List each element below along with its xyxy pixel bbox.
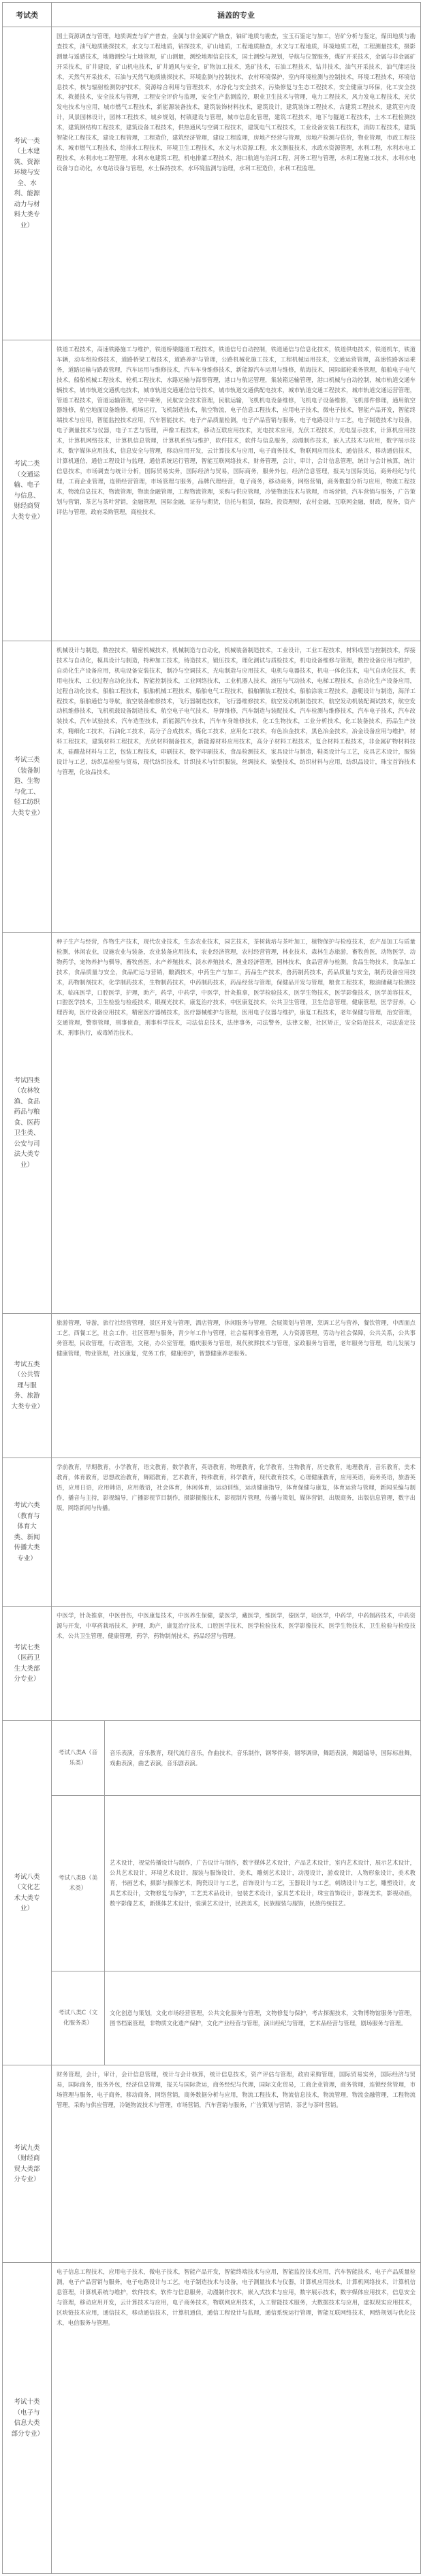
table-row	[3, 2263, 420, 2573]
majors-list: 国土资源调查与管理，地质调查与矿产普查，金属与非金属矿产勘查，铀矿地质与勘查，宝玉石鉴定与加工，岩矿分析与鉴定，煤田地质与勘查技术，油气地质勘探技术，水文与工程地质，钻探技术，矿山地质，工程地质勘查，水文与工程地质，环境地质工程，工程测量技术，摄影测量与遥感技术，地籍测绘与土地管理，矿山测量，测绘地理信息技术，国土测绘与规划，导航与位置服务，煤矿开采技术，金属与非金属矿开采技术，矿井建设，矿山机电技术，矿井通风与安全，矿物加工技术，选矿技术，石油工程技术，钻井技术，油气开采技术，油气储运技术，天然气开采技术，石油与天然气地质勘探技术，环境监测与控制技术，农村环境保护，室内环境检测与控制技术，环境工程技术，环境信息技术，核与辐射检测防护技术，资源综合利用与管理技术，水净化与安全技术，污染修复与生态工程技术，安全健康与环保，化工安全技术，救援技术，安全技术与管理，工程安全评价与监理，安全生产监测监控，职业卫生技术与管理，电力工程技术，风力发电工程技术，光伏发电技术与应用，城市燃气工程技术，新能源装备技术，建筑装饰材料技术，建筑设计，建筑装饰工程技术，古建筑工程技术，建筑室内设计，风景园林设计，园林工程技术，城乡规划，村镇建设与管理，城市信息化管理，建筑工程技术，地下与隧道工程技术，土木工程检测技术，建筑钢结构工程技术，建筑设备工程技术，供热通风与空调工程技术，建筑电气工程技术，工业设备安装工程技术，消防工程技术，建筑智能化工程技术，建设工程管理，工程造价，建筑经济管理，建设工程监理，房地产经营与管理，房地产检测与估价，物业管理，市政工程技术，城市燃气工程技术，给排水工程技术，环境卫生工程技术，水文与水资源工程，水文测报技术，水政水资源管理，水利工程，水利水电工程技术，水利水电工程管理，水利水电建筑工程，机电排灌工程技术，港口航道与治河工程，河务工程与管理，水利工程施工技术，水利水电设备与自动化，水电站设备与管理，水土保持技术，水环境监测与治理，水利工程造价，水利工程监理。	[57, 33, 416, 172]
majors-list: 文化创意与策划，文化市场经营管理，公共文化服务与管理，文物修复与保护，考古探掘技术，文物博物馆服务与管理，图书档案管理，非物质文化遗产保护，文化产业经营与管理，演出经纪与管理，艺术品经营与管理，剧场服务与管理。	[110, 2010, 416, 2027]
sub-category-label: 考试八类C（文化服务类）	[58, 2010, 98, 2027]
table-row	[3, 641, 420, 933]
category-label: 考试三类（装备制造、生物与化工、轻工纺织大类专业）	[11, 756, 44, 817]
table-row	[3, 2065, 420, 2263]
table-row	[3, 933, 420, 1314]
table-header	[3, 3, 420, 27]
majors-list: 学前教育，早期教育，小学教育，语文教育，数学教育，英语教育，物理教育，化学教育，生物教育，历史教育，地理教育，音乐教育，美术教育，体育教育，思想政治教育，舞蹈教育，艺术教育，特殊教育，科学教育，现代教育技术，心理健康教育，应用英语，商务英语，旅游英语，应用日语，应用韩语，应用俄语，社会体育，休闲体育，运动训练，运动健康指导，体育保健与康复，体育运营与管理，新闻采编与制作，播音与主持，影视编导，广播影视节目制作，摄影摄像技术，影视制片管理，传播与策划，媒体营销，出版商务，出版信息管理，数字出版，网络新闻与传播。	[57, 1464, 416, 1511]
category-label: 考试七类（医药卫生大类部分专业）	[14, 1643, 40, 1683]
majors-list: 中医学，针灸推拿，中医骨伤，中医康复技术，中医养生保健，蒙医学，藏医学，维医学，傣医学，哈医学，中药学，中药制药技术，中药资源与开发，中草药栽培技术，护理，助产，康复治疗技术，口腔医学技术，医学检验技术，医学影像技术，医学生物技术，卫生检验与检疫技术，公共卫生管理，健康管理，药学，药物制剂技术，药品经营与管理。	[57, 1612, 416, 1639]
table-row	[3, 1721, 420, 2065]
sub-category-label: 考试八类B（美术类）	[58, 1874, 98, 1892]
header-category: 考试类	[3, 3, 52, 27]
category-label: 考试六类（教育与体育大类、新闻传播大类专业）	[14, 1502, 40, 1562]
sub-category-label: 考试八类A（音乐类）	[58, 1749, 98, 1767]
category-label: 考试八类（文化艺术大类专业）	[14, 1873, 40, 1912]
table-row	[3, 340, 420, 641]
table-row	[3, 1607, 420, 1721]
sub-row	[52, 1796, 420, 1971]
majors-table	[2, 2, 421, 2574]
majors-list: 机械设计与制造，数控技术，精密机械技术，机械制造与自动化，机械装备制造技术，工业设计，工业工程技术，材料成型与控制技术，焊接技术与自动化，模具设计与制造，特种加工技术，铸造技术，锻压技术，理化测试与质检技术，机电设备维修与管理，数控设备应用与维护，自动化生产设备应用，机电设备安装技术，制冷与空调技术，光电制造与应用技术，电机与电器技术，机电一体化技术，电气自动化技术，供用电技术，工业过程自动化技术，智能控制技术，工业网络技术，工业机器人技术，液压与气动技术，电梯工程技术，自动化生产设备应用，过程自动化技术，船舶工程技术，船舶机械工程技术，船舶电气工程技术，船舶舾装工程技术，船舶涂装工程技术，游艇设计与制造，海洋工程技术，船舶通信与导航，航空装备维修技术，飞行器制造技术，飞行器维修技术，航空发动机制造技术，航空发动机装配调试技术，航空发动机维修技术，飞机机载设备制造技术，航空电子电气技术，导弹维修，汽车制造与装配技术，汽车检测与维修技术，汽车电子技术，汽车改装技术，汽车试验技术，汽车造型技术，新能源汽车技术，汽车车身维修技术，化工生物技术，工业分析技术，化工装备技术，药品生产技术，精细化工技术，石油化工技术，高分子合成技术，煤化工技术，应用化工技术，有色冶金技术，黑色冶金技术，冶金设备应用与维护，材料工程技术，建筑材料工程技术，光伏材料制备技术，新能源材料应用技术，高分子材料工程技术，复合材料工程技术，非金属矿物材料技术，硅酸盐材料与工艺，包装工程技术，印刷技术，数字印刷技术，食品检测技术，家具设计与制造，鞋类设计与工艺，皮具艺术设计，服装设计与工艺，纺织品检验与贸易，现代纺织技术，针织技术与针织服装，丝绸技术，染整技术，纺织材料与应用，纺织品设计，珠宝首饰技术与管理，化妆品技术。	[57, 647, 416, 775]
majors-list: 铁道工程技术，高速铁路施工与维护，铁道桥梁隧道工程技术，铁道信号自动控制，铁道通信与信息化技术，铁道供电技术，铁道机车，铁道车辆，动车组检修技术，道路桥梁工程技术，道路养护与管理，公路机械化施工技术，工程机械运用技术，交通运营管理，高速铁路客运乘务，道路运输与路政管理，汽车运用与维修技术，汽车车身维修技术，新能源汽车运用与维修，航海技术，国际邮轮乘务管理，船舶电子电气技术，船舶机械工程技术，轮机工程技术，水路运输与海事管理，港口与航运管理，集装箱运输管理，港口机械与自动控制，城市轨道交通车辆技术，城市轨道交通机电技术，城市轨道交通通信信号技术，城市轨道交通供配电技术，城市轨道交通工程技术，城市轨道交通运营管理，管道工程技术，管道运输管理，空中乘务，民航安全技术管理，民航运输，飞机机电设备维修，飞机电子设备维修，飞机部件修理，通用航空器维修，航空地面设备维修，机场运行，飞机制造技术，航空物流，电子信息工程技术，应用电子技术，微电子技术，智能产品开发，智能终端技术与应用，智能监控技术应用，汽车智能技术，电子产品质量检测，电子产品营销与服务，电子电路设计与工艺，电子制造技术与设备，电子测量技术与仪器，电子工艺与管理，声像工程技术，移动互联应用技术，光电技术应用，光伏工程技术，光电显示技术，计算机应用技术，计算机网络技术，计算机信息管理，计算机系统与维护，软件技术，软件与信息服务，动漫制作技术，嵌入式技术与应用，数字展示技术，数字媒体应用技术，信息安全与管理，移动应用开发，云计算技术与应用，电子商务技术，物联网应用技术，通信技术，移动通信技术，计算机通信，通信工程设计与监理，通信系统运行管理，智能互联网络技术，财务管理，会计，审计，会计信息管理，统计与会计核算，统计信息技术，市场调查与统计分析，国际贸易实务，国际经济与贸易，国际商务，服务外包，经济信息管理，报关与国际货运，商务经纪与代理，工商企业管理，连锁经营管理，市场管理与服务，品牌代理经营，电子商务，移动商务，网络营销，商务数据分析与应用，物流工程技术，物流信息技术，物流管理，物流金融管理，工程物流管理，采购与供应管理，冷链物流技术与管理，市场营销，汽车营销与服务，广告策划与营销，茶艺与茶叶营销，金融管理，国际金融，证券与期货，信托与租赁，保险，投资理财，农村金融，互联网金融，财政，税务，资产评估与管理，政府采购管理，商检技术。	[57, 346, 416, 515]
majors-list: 旅游管理，导游，旅行社经营管理，景区开发与管理，酒店管理，休闲服务与管理，会展策划与管理，烹调工艺与营养，餐饮管理，中西面点工艺，西餐工艺，社会工作，社区管理与服务，青少年工作与管理，社会福利事业管理，人力资源管理，劳动与社会保障，公共关系，公共事务管理，民政管理，行政管理，文秘，办公室管理，婚庆服务与管理，现代殡葬技术与管理，家政服务与管理，老年服务与管理，幼儿发展与健康管理，物业管理，社区康复，党务工作，健康照护，智慧健康养老服务。	[57, 1319, 416, 1357]
sub-row	[52, 1721, 420, 1796]
majors-list: 电子信息工程技术，应用电子技术，微电子技术，智能产品开发，智能终端技术与应用，智能监控技术应用，汽车智能技术，电子产品质量检测，电子产品营销与服务，电子电路设计与工艺，电子制造技术与设备，电子测量技术与仪器，计算机应用技术，计算机网络技术，计算机信息管理，计算机系统与维护，软件技术，软件与信息服务，动漫制作技术，嵌入式技术与应用，数字展示技术，数字媒体应用技术，信息安全与管理，移动应用开发，云计算技术与应用，电子商务技术，物联网应用技术，人工智能技术服务，大数据技术与应用，虚拟现实应用技术，区块链技术应用，通信技术，移动通信技术，计算机通信，通信工程设计与监理，通信系统运行管理，智能互联网络技术，网络规划与优化技术，电信服务与管理。	[57, 2268, 416, 2326]
sub-row	[52, 1971, 420, 2065]
table-row	[3, 1314, 420, 1458]
majors-list: 财务管理，会计，审计，会计信息管理，统计与会计核算，统计信息技术，资产评估与管理，政府采购管理，国际贸易实务，国际经济与贸易，国际商务，服务外包，经济信息管理，报关与国际货运，商务经纪与代理，国际文化贸易，工商企业管理，商务管理，连锁经营管理，市场管理与服务，电子商务，移动商务，网络营销，商务数据分析与应用，物流工程技术，物流信息技术，物流管理，物流金融管理，工程物流管理，采购与供应管理，冷链物流技术与管理，市场营销，汽车营销与服务，广告策划与营销，茶艺与茶叶营销。	[57, 2071, 416, 2108]
category-label: 考试十类（电子与信息大类部分专业）	[11, 2398, 44, 2438]
category-label: 考试五类（公共管理与服务、旅游大类专业）	[11, 1360, 44, 1411]
category-label: 考试四类（农林牧渔、食品药品与粮食、医药卫生类、公安与司法大类专业）	[14, 1076, 40, 1169]
table-row	[3, 1458, 420, 1607]
majors-list: 音乐表演，音乐教育，现代流行音乐，作曲技术，音乐制作，钢琴伴奏，钢琴调律，舞蹈表演，舞蹈编导，国际标准舞，戏曲表演，曲艺表演，音乐剧表演。	[110, 1749, 416, 1767]
category-label: 考试九类（财经商贸大类部分专业）	[14, 2144, 40, 2183]
category-label: 考试一类（土木建筑、资源环境与安全、水利、能源动力与材料大类专业）	[14, 137, 40, 229]
header-majors: 涵盖的专业	[217, 10, 255, 20]
majors-list: 种子生产与经营，作物生产技术，现代农业技术，生态农业技术，园艺技术，茶树栽培与茶叶加工，植物保护与检疫技术，农产品加工与质量检测，休闲农业，设施农业与装备，农业装备应用技术，农业经济管理，农村经营管理，林业技术，森林生态旅游，畜牧兽医，动物医学，动物药学，宠物养护与驯导，畜牧兽医，水产养殖技术，淡水养殖技术，渔业经济管理，园林技术，食品营养与检测，食品生物技术，食品加工技术，食品质量与安全，食品贮运与营销，酿酒技术，中药生产与加工，药品生产技术，兽药制药技术，药品质量与安全，制药设备应用技术，药物制剂技术，化学制药技术，生物制药技术，中药制药技术，药品经营与管理，保健品开发与管理，粮食工程技术，粮油储藏与检测技术，临床医学，口腔医学，护理，助产，药学，中药学，中医学，针灸推拿，医学检验技术，医学生物技术，医学影像技术，医学美容技术，口腔医学技术，卫生检验与检疫技术，眼视光技术，康复治疗技术，中医康复技术，公共卫生管理，卫生信息管理，健康管理，医学营养，心理咨询，医疗设备应用技术，精密医疗器械技术，医疗器械维护与管理，医用电子仪器与维护，康复工程技术，老年保健与管理，治安管理，交通管理，警察管理，刑事侦查，刑事科学技术，司法信息技术，法律事务，司法警务，法律文秘，社区矫正，安全防范技术，司法鉴定技术，刑事执行，戒毒矫治技术。	[57, 938, 416, 1037]
category-label: 考试二类（交通运输、电子与信息、财经商贸大类专业）	[11, 460, 44, 521]
majors-list: 艺术设计，视觉传播设计与制作，广告设计与制作，数字媒体艺术设计，产品艺术设计，室内艺术设计，展示艺术设计，公共艺术设计，环境艺术设计，服装与服饰设计，美术，雕刻艺术设计，动漫设计，游戏设计，人物形象设计，美术教育，书画艺术，摄影与摄像艺术，陶瓷设计与工艺，首饰设计与工艺，玉器设计与工艺，刺绣设计与工艺，雕塑设计，皮具艺术设计，文物修复与保护，工艺美术品设计，包装艺术设计，家具艺术设计，珠宝首饰设计，影视美术，影视动画，数字影像艺术，新媒体艺术设计，装潢艺术设计，民族美术，民族服装与服饰，民族传统技艺。	[110, 1859, 416, 1907]
table-row	[3, 27, 420, 340]
